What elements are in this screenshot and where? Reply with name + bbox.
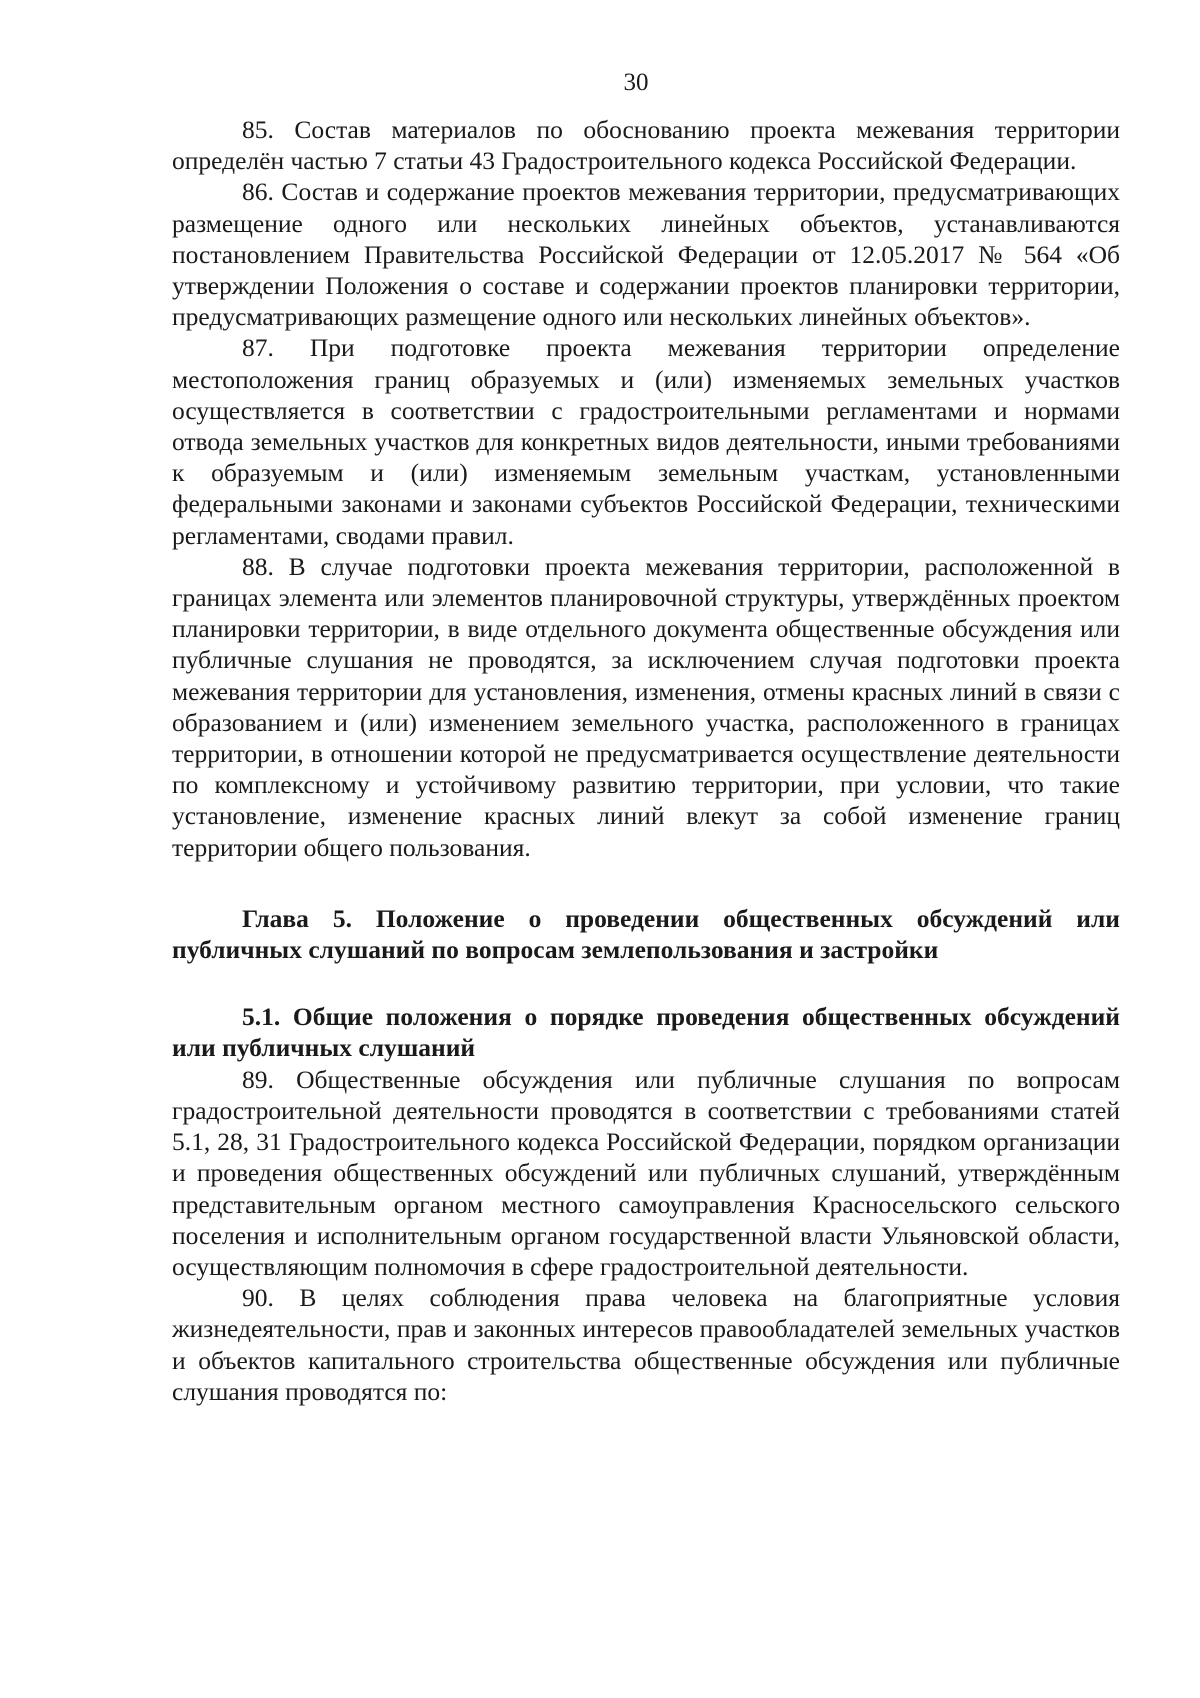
paragraph-85: 85. Состав материалов по обоснованию проекта межевания территории определён частью 7 статьи 43 Градостроительного кодекса Российской Федерации.	[172, 115, 1120, 176]
paragraph-87: 87. При подготовке проекта межевания территории определение местоположения границ образуемых и (или) изменяемых земельных участков осуществляется в соответствии с градостроительными регламентами и нормами отвода земельных участков для конкретных видов деятельности, иными требованиями к образуемым и (или) изменяемым земельным участкам, установленными федеральными законами и законами субъектов Российской Федерации, техническими регламентами, сводами правил.	[172, 333, 1120, 550]
paragraph-90: 90. В целях соблюдения права человека на благоприятные условия жизнедеятельности, прав и законных интересов правообладателей земельных участков и объектов капитального строительства общественные обсуждения или публичные слушания проводятся по:	[172, 1283, 1120, 1406]
paragraph-86: 86. Состав и содержание проектов межевания территории, предусматривающих размещение одного или нескольких линейных объектов, устанавливаются постановлением Правительства Российской Федерации от 12.05.2017 № 564 «Об утверждении Положения о составе и содержании проектов планировки территории, предусматривающих размещение одного или нескольких линейных объектов».	[172, 177, 1120, 332]
document-body	[172, 114, 1120, 1407]
paragraph-88: 88. В случае подготовки проекта межевания территории, расположенной в границах элемента или элементов планировочной структуры, утверждённых проектом планировки территории, в виде отдельного документа общественные обсуждения или публичные слушания не проводятся, за исключением случая подготовки проекта межевания территории для установления, изменения, отмены красных линий в связи с образованием и (или) изменением земельного участка, расположенного в границах территории, в отношении которой не предусматривается осуществление деятельности по комплексному и устойчивому развитию территории, при условии, что такие установление, изменение красных линий влекут за собой изменение границ территории общего пользования.	[172, 551, 1120, 862]
chapter-heading: Глава 5. Положение о проведении общественных обсуждений или публичных слушаний по вопросам землепользования и застройки	[172, 903, 1120, 965]
paragraph-89: 89. Общественные обсуждения или публичные слушания по вопросам градостроительной деятельности проводятся в соответствии с требованиями статей 5.1, 28, 31 Градостроительного кодекса Российской Федерации, порядком организации и проведения общественных обсуждений или публичных слушаний, утверждённым представительным органом местного самоуправления Красносельского сельского поселения и исполнительным органом государственной власти Ульяновской области, осуществляющим полномочия в сфере градостроительной деятельности.	[172, 1064, 1120, 1281]
section-heading: 5.1. Общие положения о порядке проведения общественных обсуждений или публичных слушаний	[172, 1002, 1120, 1063]
page-number: 30	[623, 69, 649, 96]
